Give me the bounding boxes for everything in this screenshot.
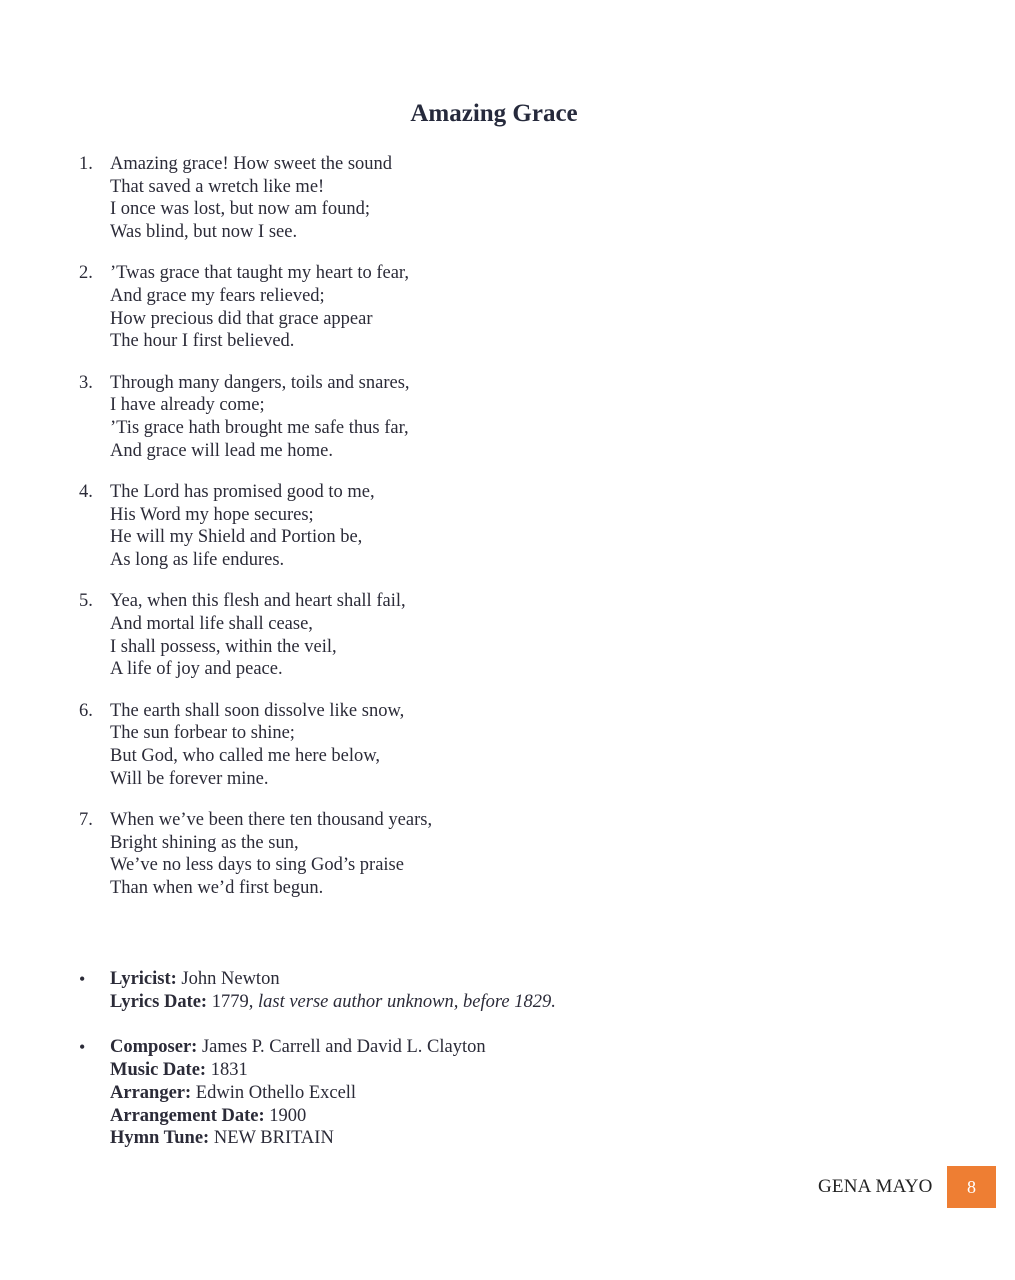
verse-line: The earth shall soon dissolve like snow,	[110, 700, 405, 721]
verse-line: Was blind, but now I see.	[110, 222, 298, 243]
credit-value: 1831	[206, 1060, 248, 1081]
credit-label: Lyricist:	[110, 969, 177, 989]
credit-label: Arranger:	[110, 1082, 192, 1103]
verse-line: I once was lost, but now am found;	[110, 199, 370, 220]
verse-line: A life of joy and peace.	[110, 659, 283, 680]
verse-list	[79, 153, 432, 918]
verse-line: ’Tis grace hath brought me safe thus far,	[110, 418, 409, 439]
verse-7	[79, 809, 432, 900]
music-credits	[79, 1036, 556, 1150]
verse-line: Than when we’d first begun.	[110, 877, 324, 898]
credit-label: Hymn Tune:	[110, 1128, 210, 1149]
page-number-badge: 8	[947, 1166, 996, 1208]
credit-label: Composer:	[110, 1037, 198, 1058]
verse-line: The hour I first believed.	[110, 331, 295, 352]
verse-line: And mortal life shall cease,	[110, 613, 313, 634]
credit-label: Music Date:	[110, 1060, 207, 1081]
lyrics-credits	[79, 968, 556, 1013]
credit-arrangement-date	[110, 1105, 556, 1128]
bullet-icon: •	[79, 1037, 86, 1058]
credit-label: Lyrics Date:	[110, 991, 208, 1012]
credit-lyrics-date	[110, 991, 556, 1014]
credit-value: NEW BRITAIN	[209, 1128, 334, 1149]
verse-number: 1.	[79, 154, 93, 174]
credit-value: James P. Carrell and David L. Clayton	[197, 1037, 486, 1058]
credit-value: 1779,	[207, 991, 258, 1012]
verse-line: Bright shining as the sun,	[110, 832, 299, 853]
verse-3	[79, 372, 432, 463]
verse-line: When we’ve been there ten thousand years,	[110, 809, 433, 830]
credit-value: John Newton	[176, 969, 280, 989]
verse-line: As long as life endures.	[110, 550, 285, 571]
verse-number: 2.	[79, 263, 93, 284]
verse-number: 5.	[79, 591, 93, 612]
footer-author: GENA MAYO	[818, 1176, 933, 1197]
credit-hymn-tune	[110, 1127, 556, 1150]
verse-line: I shall possess, within the veil,	[110, 636, 337, 657]
verse-number: 7.	[79, 809, 93, 830]
verse-line: The sun forbear to shine;	[110, 723, 295, 744]
verse-line: Amazing grace! How sweet the sound	[110, 154, 393, 174]
verse-line: His Word my hope secures;	[110, 504, 314, 525]
credit-lyricist	[110, 968, 556, 991]
verse-5	[79, 590, 432, 681]
verse-line: And grace will lead me home.	[110, 440, 333, 461]
verse-6	[79, 700, 432, 791]
verse-line: Through many dangers, toils and snares,	[110, 372, 410, 393]
verse-number: 6.	[79, 700, 93, 721]
credit-value: 1900	[264, 1105, 307, 1126]
verse-line: The Lord has promised good to me,	[110, 481, 375, 502]
verse-number: 4.	[79, 481, 93, 502]
credit-arranger	[110, 1082, 556, 1105]
credits-list	[79, 968, 556, 1173]
verse-line: We’ve no less days to sing God’s praise	[110, 855, 404, 876]
verse-2	[79, 262, 432, 353]
verse-line: He will my Shield and Portion be,	[110, 527, 363, 548]
verse-number: 3.	[79, 372, 93, 393]
credit-composer	[110, 1036, 556, 1059]
verse-line: I have already come;	[110, 395, 265, 416]
bullet-icon: •	[79, 969, 86, 989]
credit-note: last verse author unknown, before 1829.	[257, 991, 556, 1012]
verse-line: That saved a wretch like me!	[110, 176, 325, 197]
page-title: Amazing Grace	[410, 100, 578, 127]
verse-1	[79, 153, 432, 244]
verse-line: But God, who called me here below,	[110, 745, 381, 766]
verse-line: How precious did that grace appear	[110, 308, 373, 329]
verse-line: Will be forever mine.	[110, 768, 269, 789]
credit-music-date	[110, 1059, 556, 1082]
verse-line: And grace my fears relieved;	[110, 286, 325, 307]
verse-line: ’Twas grace that taught my heart to fear,	[110, 263, 409, 284]
credit-label: Arrangement Date:	[110, 1105, 265, 1126]
credit-value: Edwin Othello Excell	[191, 1082, 357, 1103]
verse-4	[79, 481, 432, 572]
verse-line: Yea, when this flesh and heart shall fail,	[110, 591, 406, 612]
